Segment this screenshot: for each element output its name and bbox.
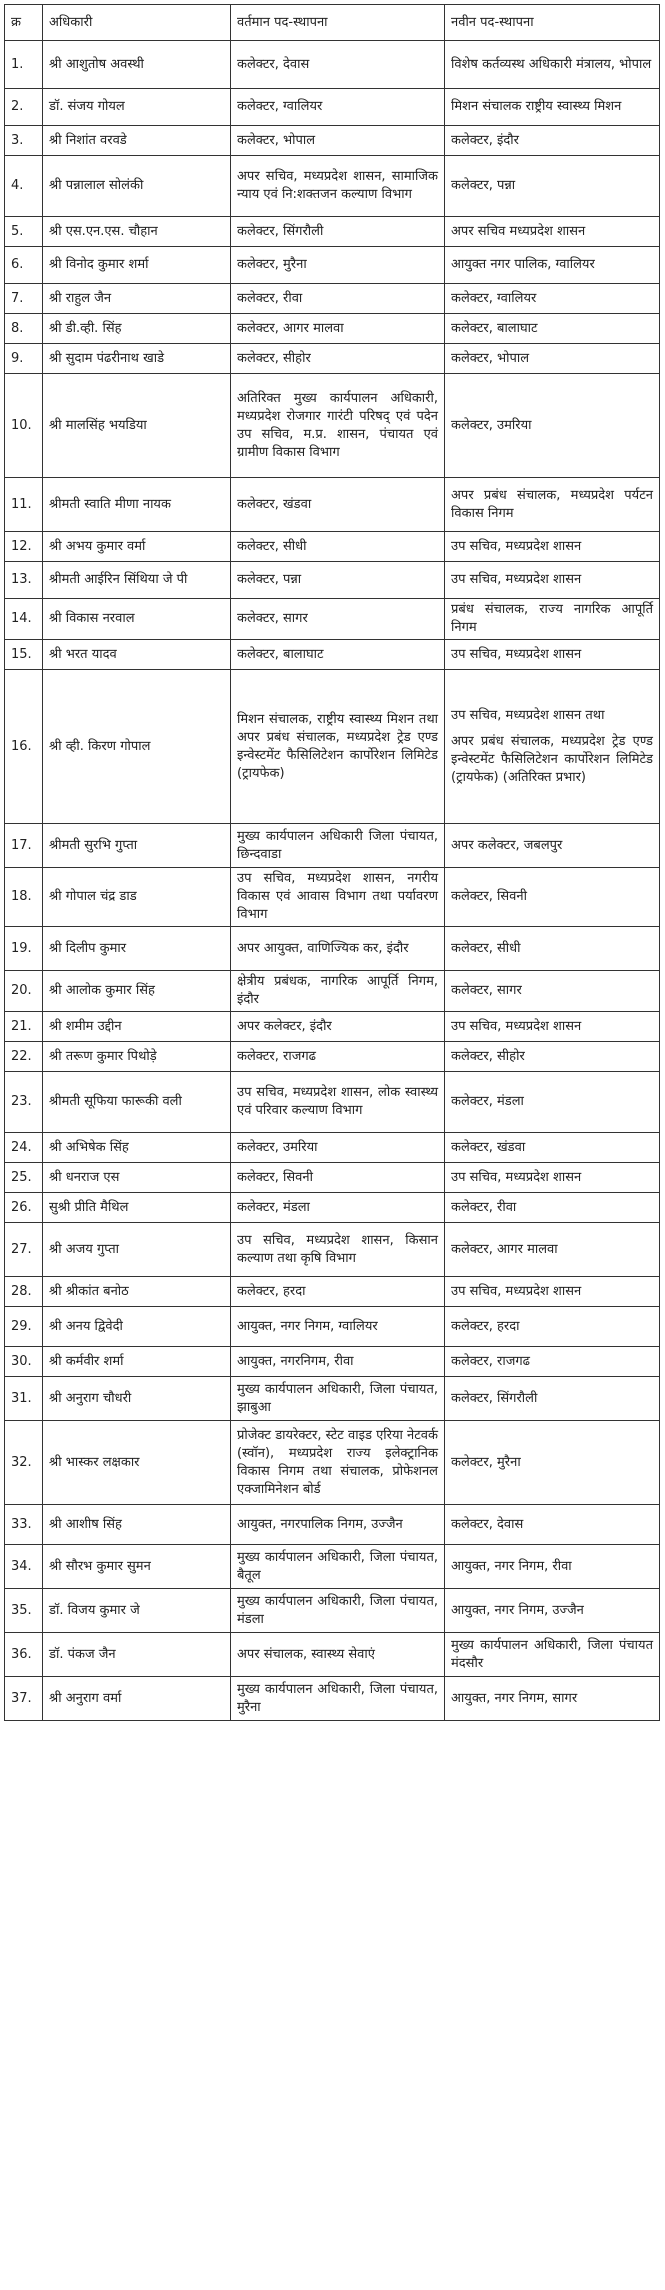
table-row — [5, 868, 660, 927]
serial-cell: 12. — [5, 532, 43, 562]
serial-cell: 28. — [5, 1277, 43, 1307]
new-posting-cell: कलेक्टर, खंडवा — [445, 1133, 660, 1163]
new-posting-cell: आयुक्त, नगर निगम, रीवा — [445, 1545, 660, 1589]
new-posting-cell: आयुक्त, नगर निगम, उज्जैन — [445, 1589, 660, 1633]
table-row — [5, 1677, 660, 1721]
serial-cell: 9. — [5, 344, 43, 374]
serial-cell: 33. — [5, 1505, 43, 1545]
current-posting-cell: कलेक्टर, आगर मालवा — [231, 314, 445, 344]
new-posting-cell: कलेक्टर, देवास — [445, 1505, 660, 1545]
officer-cell: श्री एस.एन.एस. चौहान — [43, 217, 231, 247]
officer-cell: श्री अभिषेक सिंह — [43, 1133, 231, 1163]
new-posting-cell: कलेक्टर, सागर — [445, 971, 660, 1012]
header-officer: अधिकारी — [43, 5, 231, 41]
table-body — [5, 41, 660, 1721]
new-posting-cell: अपर सचिव मध्यप्रदेश शासन — [445, 217, 660, 247]
officer-cell: श्री अनुराग चौधरी — [43, 1377, 231, 1421]
officer-cell: सुश्री प्रीति मैथिल — [43, 1193, 231, 1223]
table-row — [5, 89, 660, 126]
officer-cell: श्री डी.व्ही. सिंह — [43, 314, 231, 344]
current-posting-cell: कलेक्टर, सागर — [231, 599, 445, 640]
new-posting-cell: कलेक्टर, बालाघाट — [445, 314, 660, 344]
table-row — [5, 1421, 660, 1505]
serial-cell: 19. — [5, 927, 43, 971]
serial-cell: 20. — [5, 971, 43, 1012]
officer-cell: श्री दिलीप कुमार — [43, 927, 231, 971]
serial-cell: 24. — [5, 1133, 43, 1163]
current-posting-cell: कलेक्टर, पन्ना — [231, 562, 445, 599]
new-posting-cell: अपर प्रबंध संचालक, मध्यप्रदेश पर्यटन विकास निगम — [445, 478, 660, 532]
serial-cell: 31. — [5, 1377, 43, 1421]
new-posting-cell: कलेक्टर, इंदौर — [445, 126, 660, 156]
current-posting-cell: अपर सचिव, मध्यप्रदेश शासन, सामाजिक न्याय एवं नि:शक्तजन कल्याण विभाग — [231, 156, 445, 217]
serial-cell: 17. — [5, 824, 43, 868]
table-row — [5, 971, 660, 1012]
new-posting-cell — [445, 670, 660, 824]
serial-cell: 18. — [5, 868, 43, 927]
current-posting-cell: कलेक्टर, मुरैना — [231, 247, 445, 284]
officer-cell: श्री शमीम उद्दीन — [43, 1012, 231, 1042]
new-posting-cell: कलेक्टर, मुरैना — [445, 1421, 660, 1505]
current-posting-cell: उप सचिव, मध्यप्रदेश शासन, लोक स्वास्थ्य एवं परिवार कल्याण विभाग — [231, 1072, 445, 1133]
table-row — [5, 1347, 660, 1377]
new-posting-line: अपर प्रबंध संचालक, मध्यप्रदेश ट्रेड एण्ड इन्वेस्टमेंट फैसिलिटेशन कार्पोरेशन लिमिटेड (ट्रायफेक) (अतिरिक्त प्रभार) — [451, 733, 653, 785]
table-row — [5, 374, 660, 478]
current-posting-cell: उप सचिव, मध्यप्रदेश शासन, किसान कल्याण तथा कृषि विभाग — [231, 1223, 445, 1277]
officer-cell: श्री अभय कुमार वर्मा — [43, 532, 231, 562]
header-current-posting: वर्तमान पद-स्थापना — [231, 5, 445, 41]
officer-cell: श्री मालसिंह भयडिया — [43, 374, 231, 478]
header-new-posting: नवीन पद-स्थापना — [445, 5, 660, 41]
new-posting-cell: कलेक्टर, सिंगरौली — [445, 1377, 660, 1421]
table-row — [5, 247, 660, 284]
new-posting-cell: आयुक्त, नगर निगम, सागर — [445, 1677, 660, 1721]
serial-cell: 8. — [5, 314, 43, 344]
current-posting-cell: कलेक्टर, सीहोर — [231, 344, 445, 374]
serial-cell: 29. — [5, 1307, 43, 1347]
serial-cell: 13. — [5, 562, 43, 599]
current-posting-cell: मिशन संचालक, राष्ट्रीय स्वास्थ्य मिशन तथा अपर प्रबंध संचालक, मध्यप्रदेश ट्रेड एण्ड इन्वेस्टमेंट फैसिलिटेशन कार्पोरेशन लिमिटेड (ट्रायफेक) — [231, 670, 445, 824]
serial-cell: 21. — [5, 1012, 43, 1042]
officer-cell: श्री राहुल जैन — [43, 284, 231, 314]
serial-cell: 10. — [5, 374, 43, 478]
current-posting-cell: कलेक्टर, देवास — [231, 41, 445, 89]
table-row — [5, 1633, 660, 1677]
new-posting-cell: कलेक्टर, सिवनी — [445, 868, 660, 927]
table-row — [5, 1012, 660, 1042]
new-posting-cell: कलेक्टर, ग्वालियर — [445, 284, 660, 314]
officer-cell: श्रीमती आईरिन सिंथिया जे पी — [43, 562, 231, 599]
current-posting-cell: कलेक्टर, हरदा — [231, 1277, 445, 1307]
table-row — [5, 478, 660, 532]
table-row — [5, 1133, 660, 1163]
current-posting-cell: अपर संचालक, स्वास्थ्य सेवाएं — [231, 1633, 445, 1677]
transfer-table — [4, 4, 660, 1721]
officer-cell: श्री अजय गुप्ता — [43, 1223, 231, 1277]
table-row — [5, 532, 660, 562]
current-posting-cell: क्षेत्रीय प्रबंधक, नागरिक आपूर्ति निगम, इंदौर — [231, 971, 445, 1012]
table-row — [5, 599, 660, 640]
serial-cell: 35. — [5, 1589, 43, 1633]
new-posting-cell: उप सचिव, मध्यप्रदेश शासन — [445, 532, 660, 562]
current-posting-cell: कलेक्टर, सिंगरौली — [231, 217, 445, 247]
serial-cell: 22. — [5, 1042, 43, 1072]
serial-cell: 37. — [5, 1677, 43, 1721]
officer-cell: श्री आशुतोष अवस्थी — [43, 41, 231, 89]
table-row — [5, 284, 660, 314]
table-row — [5, 1277, 660, 1307]
current-posting-cell: कलेक्टर, सिवनी — [231, 1163, 445, 1193]
officer-cell: श्री तरूण कुमार पिथोड़े — [43, 1042, 231, 1072]
serial-cell: 11. — [5, 478, 43, 532]
table-row — [5, 1545, 660, 1589]
current-posting-cell: आयुक्त, नगर निगम, ग्वालियर — [231, 1307, 445, 1347]
serial-cell: 27. — [5, 1223, 43, 1277]
officer-cell: श्री भरत यादव — [43, 640, 231, 670]
current-posting-cell: कलेक्टर, उमरिया — [231, 1133, 445, 1163]
header-serial: क्र — [5, 5, 43, 41]
serial-cell: 7. — [5, 284, 43, 314]
serial-cell: 3. — [5, 126, 43, 156]
new-posting-cell: प्रबंध संचालक, राज्य नागरिक आपूर्ति निगम — [445, 599, 660, 640]
serial-cell: 34. — [5, 1545, 43, 1589]
table-row — [5, 1163, 660, 1193]
serial-cell: 36. — [5, 1633, 43, 1677]
new-posting-cell: कलेक्टर, आगर मालवा — [445, 1223, 660, 1277]
officer-cell: श्री श्रीकांत बनोठ — [43, 1277, 231, 1307]
current-posting-cell: कलेक्टर, भोपाल — [231, 126, 445, 156]
serial-cell: 14. — [5, 599, 43, 640]
officer-cell: श्री आलोक कुमार सिंह — [43, 971, 231, 1012]
current-posting-cell: कलेक्टर, खंडवा — [231, 478, 445, 532]
table-row — [5, 824, 660, 868]
current-posting-cell: मुख्य कार्यपालन अधिकारी, जिला पंचायत, मुरैना — [231, 1677, 445, 1721]
officer-cell: श्री आशीष सिंह — [43, 1505, 231, 1545]
officer-cell: श्री गोपाल चंद्र डाड — [43, 868, 231, 927]
new-posting-cell: कलेक्टर, उमरिया — [445, 374, 660, 478]
new-posting-cell: कलेक्टर, पन्ना — [445, 156, 660, 217]
table-row — [5, 1377, 660, 1421]
current-posting-cell: अपर कलेक्टर, इंदौर — [231, 1012, 445, 1042]
officer-cell: श्री भास्कर लक्षकार — [43, 1421, 231, 1505]
table-row — [5, 1589, 660, 1633]
serial-cell: 26. — [5, 1193, 43, 1223]
current-posting-cell: अपर आयुक्त, वाणिज्यिक कर, इंदौर — [231, 927, 445, 971]
table-row — [5, 126, 660, 156]
officer-cell: श्री पन्नालाल सोलंकी — [43, 156, 231, 217]
table-row — [5, 640, 660, 670]
current-posting-cell: प्रोजेक्ट डायरेक्टर, स्टेट वाइड एरिया नेटवर्क (स्वॉन), मध्यप्रदेश राज्य इलेक्ट्रानिक विकास निगम तथा संचालक, प्रोफेशनल एक्जामिनेशन बोर्ड — [231, 1421, 445, 1505]
current-posting-cell: अतिरिक्त मुख्य कार्यपालन अधिकारी, मध्यप्रदेश रोजगार गारंटी परिषद् एवं पदेन उप सचिव, म.प्र. शासन, पंचायत एवं ग्रामीण विकास विभाग — [231, 374, 445, 478]
table-row — [5, 927, 660, 971]
new-posting-cell: उप सचिव, मध्यप्रदेश शासन — [445, 562, 660, 599]
serial-cell: 6. — [5, 247, 43, 284]
new-posting-cell: आयुक्त नगर पालिक, ग्वालियर — [445, 247, 660, 284]
serial-cell: 2. — [5, 89, 43, 126]
current-posting-cell: कलेक्टर, बालाघाट — [231, 640, 445, 670]
current-posting-cell: कलेक्टर, राजगढ — [231, 1042, 445, 1072]
current-posting-cell: मुख्य कार्यपालन अधिकारी, जिला पंचायत, झाबुआ — [231, 1377, 445, 1421]
new-posting-cell: कलेक्टर, भोपाल — [445, 344, 660, 374]
new-posting-cell: कलेक्टर, सीहोर — [445, 1042, 660, 1072]
current-posting-cell: आयुक्त, नगरनिगम, रीवा — [231, 1347, 445, 1377]
current-posting-cell: मुख्य कार्यपालन अधिकारी, जिला पंचायत, बैतूल — [231, 1545, 445, 1589]
officer-cell: श्री विकास नरवाल — [43, 599, 231, 640]
new-posting-cell: उप सचिव, मध्यप्रदेश शासन — [445, 1277, 660, 1307]
serial-cell: 32. — [5, 1421, 43, 1505]
table-row — [5, 1307, 660, 1347]
current-posting-cell: आयुक्त, नगरपालिक निगम, उज्जैन — [231, 1505, 445, 1545]
current-posting-cell: कलेक्टर, मंडला — [231, 1193, 445, 1223]
serial-cell: 15. — [5, 640, 43, 670]
table-row — [5, 217, 660, 247]
serial-cell: 16. — [5, 670, 43, 824]
table-row — [5, 156, 660, 217]
table-row — [5, 314, 660, 344]
new-posting-cell: कलेक्टर, हरदा — [445, 1307, 660, 1347]
current-posting-cell: मुख्य कार्यपालन अधिकारी जिला पंचायत, छिन्दवाडा — [231, 824, 445, 868]
officer-cell: श्री सौरभ कुमार सुमन — [43, 1545, 231, 1589]
new-posting-cell: कलेक्टर, रीवा — [445, 1193, 660, 1223]
table-row — [5, 670, 660, 824]
current-posting-cell: कलेक्टर, सीधी — [231, 532, 445, 562]
officer-cell: श्री सुदाम पंढरीनाथ खाडे — [43, 344, 231, 374]
table-row — [5, 1042, 660, 1072]
serial-cell: 30. — [5, 1347, 43, 1377]
serial-cell: 1. — [5, 41, 43, 89]
table-row — [5, 562, 660, 599]
new-posting-cell: उप सचिव, मध्यप्रदेश शासन — [445, 1163, 660, 1193]
officer-cell: श्रीमती सुरभि गुप्ता — [43, 824, 231, 868]
current-posting-cell: उप सचिव, मध्यप्रदेश शासन, नगरीय विकास एवं आवास विभाग तथा पर्यावरण विभाग — [231, 868, 445, 927]
new-posting-cell: कलेक्टर, सीधी — [445, 927, 660, 971]
new-posting-line: उप सचिव, मध्यप्रदेश शासन तथा — [451, 707, 605, 723]
serial-cell: 23. — [5, 1072, 43, 1133]
officer-cell: श्रीमती स्वाति मीणा नायक — [43, 478, 231, 532]
new-posting-cell: उप सचिव, मध्यप्रदेश शासन — [445, 640, 660, 670]
officer-cell: श्री व्ही. किरण गोपाल — [43, 670, 231, 824]
officer-cell: श्रीमती सूफिया फारूकी वली — [43, 1072, 231, 1133]
officer-cell: श्री निशांत वरवडे — [43, 126, 231, 156]
table-row — [5, 1193, 660, 1223]
officer-cell: श्री धनराज एस — [43, 1163, 231, 1193]
new-posting-cell: मुख्य कार्यपालन अधिकारी, जिला पंचायत मंदसौर — [445, 1633, 660, 1677]
officer-cell: डॉ. विजय कुमार जे — [43, 1589, 231, 1633]
new-posting-cell: कलेक्टर, मंडला — [445, 1072, 660, 1133]
officer-cell: श्री अनुराग वर्मा — [43, 1677, 231, 1721]
officer-cell: श्री कर्मवीर शर्मा — [43, 1347, 231, 1377]
officer-cell: श्री विनोद कुमार शर्मा — [43, 247, 231, 284]
current-posting-cell: कलेक्टर, रीवा — [231, 284, 445, 314]
new-posting-cell: विशेष कर्तव्यस्थ अधिकारी मंत्रालय, भोपाल — [445, 41, 660, 89]
table-row — [5, 1072, 660, 1133]
officer-cell: डॉ. पंकज जैन — [43, 1633, 231, 1677]
table-row — [5, 1223, 660, 1277]
new-posting-cell: कलेक्टर, राजगढ — [445, 1347, 660, 1377]
officer-cell: श्री अनय द्विवेदी — [43, 1307, 231, 1347]
current-posting-cell: मुख्य कार्यपालन अधिकारी, जिला पंचायत, मंडला — [231, 1589, 445, 1633]
new-posting-cell: उप सचिव, मध्यप्रदेश शासन — [445, 1012, 660, 1042]
officer-cell: डॉ. संजय गोयल — [43, 89, 231, 126]
serial-cell: 5. — [5, 217, 43, 247]
header-row — [5, 5, 660, 41]
table-row — [5, 344, 660, 374]
serial-cell: 25. — [5, 1163, 43, 1193]
table-row — [5, 1505, 660, 1545]
table-row — [5, 41, 660, 89]
current-posting-cell: कलेक्टर, ग्वालियर — [231, 89, 445, 126]
new-posting-cell: अपर कलेक्टर, जबलपुर — [445, 824, 660, 868]
new-posting-cell: मिशन संचालक राष्ट्रीय स्वास्थ्य मिशन — [445, 89, 660, 126]
serial-cell: 4. — [5, 156, 43, 217]
